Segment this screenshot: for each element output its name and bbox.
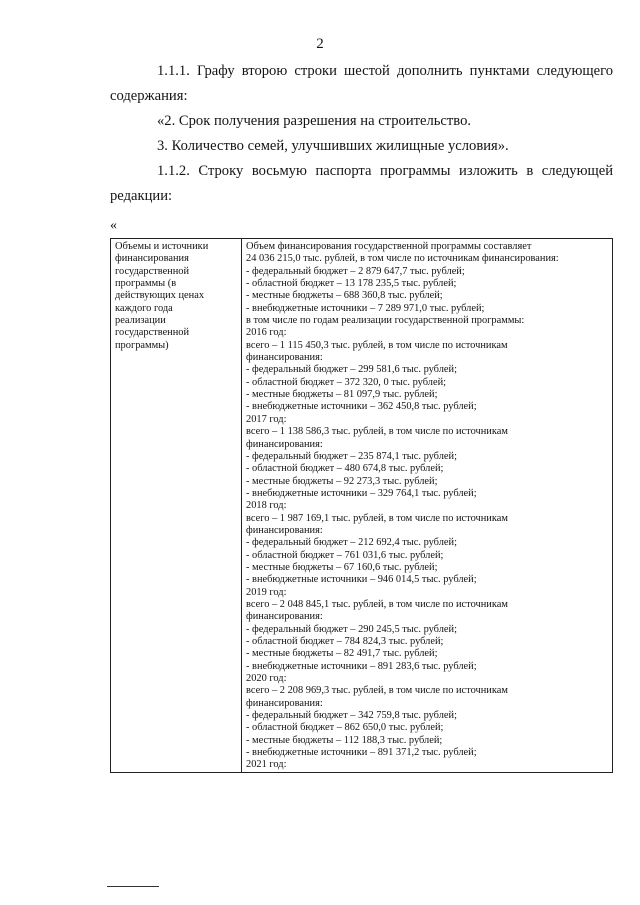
content-line: - федеральный бюджет – 212 692,4 тыс. рублей; (246, 537, 457, 549)
content-line: - внебюджетные источники – 891 371,2 тыс. рублей; (246, 747, 477, 759)
content-line: 2020 год: (246, 673, 287, 685)
content-line: финансирования: (246, 524, 323, 536)
paragraph-line: редакции: (110, 188, 173, 204)
content-line: - местные бюджеты – 92 273,3 тыс. рублей; (246, 475, 438, 487)
list-item-2: «2. Срок получения разрешения на строительство. (157, 113, 472, 129)
content-line: - федеральный бюджет – 2 879 647,7 тыс. рублей; (246, 265, 465, 277)
label-line: Объемы и источники (115, 241, 209, 252)
content-line: - областной бюджет – 480 674,8 тыс. рублей; (246, 463, 444, 475)
content-line: - федеральный бюджет – 342 759,8 тыс. рублей; (246, 710, 457, 722)
content-line: - внебюджетные источники – 946 014,5 тыс. рублей; (246, 574, 477, 586)
content-line: - федеральный бюджет – 299 581,6 тыс. рублей; (246, 364, 457, 376)
content-line: - местные бюджеты – 112 188,3 тыс. рублей; (246, 734, 443, 746)
content-line: - местные бюджеты – 688 360,8 тыс. рублей; (246, 290, 443, 302)
content-line: 2021 год: (246, 759, 287, 771)
label-line: государственной (115, 265, 190, 277)
content-line: 2019 год: (246, 586, 287, 598)
paragraph-line: 1.1.2. Строку восьмую паспорта программы изложить в следующей (157, 163, 613, 179)
content-line: - местные бюджеты – 81 097,9 тыс. рублей; (246, 389, 438, 401)
content-line: всего – 1 987 169,1 тыс. рублей, в том числе по источникам (246, 512, 508, 524)
label-line: реализации (115, 315, 166, 327)
content-line: - внебюджетные источники – 329 764,1 тыс. рублей; (246, 487, 477, 499)
content-line: - областной бюджет – 862 650,0 тыс. рублей; (246, 722, 444, 734)
content-line: - федеральный бюджет – 290 245,5 тыс. рублей; (246, 623, 457, 635)
content-line: - внебюджетные источники – 362 450,8 тыс. рублей; (246, 401, 477, 413)
content-line: всего – 2 208 969,3 тыс. рублей, в том числе по источникам (246, 685, 508, 697)
content-line: - областной бюджет – 784 824,3 тыс. рублей; (246, 636, 444, 647)
content-line: 2016 год: (246, 327, 287, 339)
footnote-divider (107, 886, 159, 887)
content-line: - областной бюджет – 372 320, 0 тыс. рублей; (246, 376, 447, 388)
label-line: каждого года (115, 302, 173, 314)
content-line: - местные бюджеты – 67 160,6 тыс. рублей; (246, 561, 438, 573)
content-line: - внебюджетные источники – 891 283,6 тыс. рублей; (246, 660, 477, 672)
content-line: - областной бюджет – 13 178 235,5 тыс. рублей; (246, 278, 457, 290)
row-label-cell (111, 239, 242, 773)
content-line: 24 036 215,0 тыс. рублей, в том числе по источникам финансирования: (246, 253, 559, 265)
content-line: 2017 год: (246, 413, 287, 425)
label-line: финансирования (115, 253, 189, 265)
content-line: - федеральный бюджет – 235 874,1 тыс. рублей; (246, 450, 457, 462)
open-quote-mark: « (110, 218, 117, 233)
label-line: программы) (115, 339, 169, 351)
content-line: в том числе по годам реализации государственной программы: (246, 315, 525, 327)
content-line: всего – 1 115 450,3 тыс. рублей, в том числе по источникам (246, 339, 508, 351)
row-content-cell (242, 239, 613, 773)
content-line: - местные бюджеты – 82 491,7 тыс. рублей; (246, 648, 438, 660)
list-item-3: 3. Количество семей, улучшивших жилищные условия». (157, 138, 509, 154)
content-line: 2018 год: (246, 500, 287, 512)
label-line: действующих ценах (115, 290, 205, 302)
content-line: финансирования: (246, 697, 323, 709)
content-line: финансирования: (246, 438, 323, 450)
content-line: всего – 2 048 845,1 тыс. рублей, в том числе по источникам (246, 598, 508, 610)
content-line: - областной бюджет – 761 031,6 тыс. рублей; (246, 549, 444, 561)
paragraph-line: 1.1.1. Графу второю строки шестой дополнить пунктами следующего (157, 63, 613, 79)
paragraph-line: содержания: (110, 88, 188, 104)
content-line: финансирования: (246, 352, 323, 364)
content-line: Объем финансирования государственной программы составляет (246, 241, 532, 252)
label-line: государственной (115, 327, 190, 339)
content-line: всего – 1 138 586,3 тыс. рублей, в том числе по источникам (246, 426, 508, 438)
label-line: программы (в (115, 278, 177, 290)
content-line: финансирования: (246, 611, 323, 623)
program-passport-table (110, 238, 613, 773)
content-line: - внебюджетные источники – 7 289 971,0 тыс. рублей; (246, 302, 485, 314)
table-row (111, 239, 613, 773)
page-number: 2 (316, 36, 324, 52)
